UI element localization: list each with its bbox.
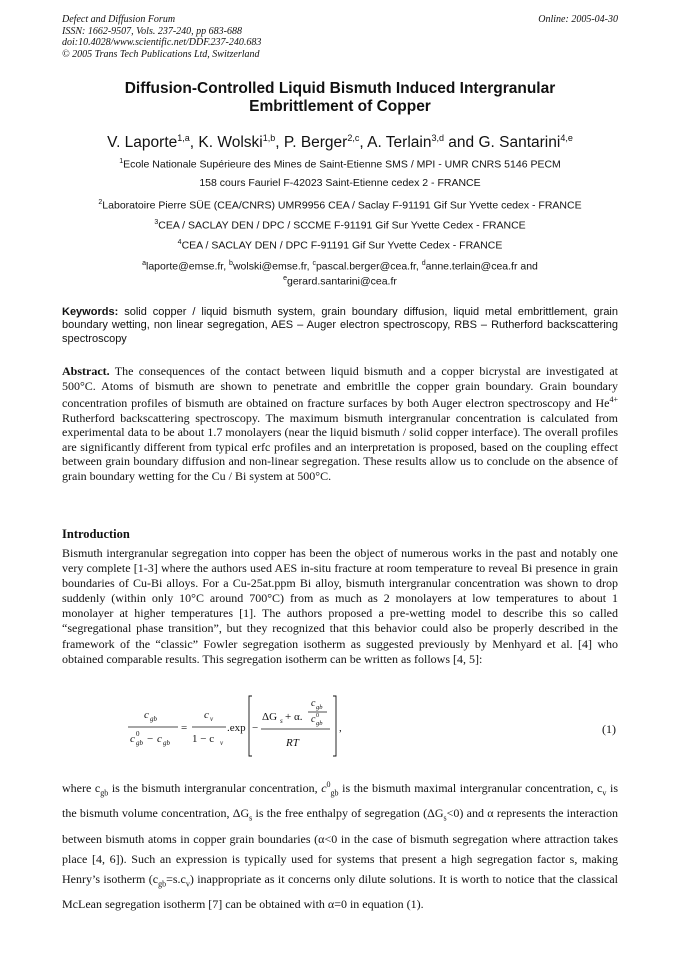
eq-text: ΔG bbox=[262, 711, 278, 723]
eq-text: c bbox=[130, 733, 135, 745]
affiliation-text: 158 cours Fauriel F-42023 Saint-Etienne cedex 2 - FRANCE bbox=[199, 177, 481, 189]
para-text: where c bbox=[62, 781, 101, 795]
math-symbol: c bbox=[321, 781, 327, 795]
para-text: is the free enthalpy of segregation (ΔG bbox=[252, 806, 444, 821]
keywords-text: solid copper / liquid bismuth system, grain boundary diffusion, liquid metal embrittlement, grain boundary wetting, non linear segregation, AES – Auger electron spectroscopy, RBS – Rutherford backscattering spectroscopy bbox=[62, 306, 618, 345]
author-list bbox=[62, 129, 618, 152]
abstract-text: Rutherford backscattering spectroscopy. The maximum bismuth intergranular concentration is calculated from experimental data to be about 1.7 monolayers (near the liquid bismuth / solid copper interface). The overall profiles are significantly different from typical erfc profiles and an interpretation is proposed, based on the coupling effect between grain boundary diffusion and non-linear segregation. These results allow us to conclude on the absence of grain boundary wetting for the Cu / Bi system at 500°C. bbox=[62, 410, 618, 483]
para-text: is the bismuth maximal intergranular concentration, c bbox=[338, 781, 603, 795]
eq-text: 0 bbox=[136, 730, 140, 738]
author-affiliation-mark: 4,e bbox=[560, 133, 573, 143]
email-c: pascal.berger@cea.fr, bbox=[315, 260, 422, 273]
section-heading: Introduction bbox=[62, 527, 130, 541]
email-e: gerard.santarini@cea.fr bbox=[287, 275, 397, 287]
affiliation-text: CEA / SACLAY DEN / DPC F-91191 Gif Sur Yvette Cedex - FRANCE bbox=[181, 239, 503, 252]
subscript: v bbox=[602, 788, 607, 798]
eq-text: gb bbox=[150, 715, 157, 723]
subscript: gb bbox=[158, 879, 167, 889]
eq-text: gb bbox=[163, 739, 170, 747]
para-text: =s.c bbox=[166, 871, 186, 886]
superscript: 0 bbox=[326, 780, 331, 789]
author: K. Wolski bbox=[198, 134, 263, 152]
email-a: laporte@emse.fr, bbox=[146, 260, 230, 273]
affiliation-mark: 4 bbox=[177, 239, 182, 246]
journal-copyright: © 2005 Trans Tech Publications Ltd, Switzerland bbox=[62, 48, 260, 60]
online-date: Online: 2005-04-30 bbox=[538, 14, 618, 25]
author-affiliation-mark: 3,d bbox=[431, 133, 444, 143]
email-b: wolski@emse.fr, bbox=[232, 260, 313, 273]
para-text: is the bismuth intergranular concentration, bbox=[108, 781, 322, 795]
eq-text: c bbox=[144, 709, 149, 721]
author-separator: and bbox=[443, 134, 479, 152]
eq-text: , bbox=[339, 722, 342, 734]
eq-text: .exp bbox=[227, 722, 246, 734]
para-text: is the bismuth volume concentration, ΔG bbox=[62, 781, 618, 821]
author: V. Laporte bbox=[107, 134, 178, 152]
author-separator: , bbox=[189, 134, 199, 152]
eq-text: gb bbox=[136, 739, 143, 747]
para-text: <0) and α represents the interaction between bismuth atoms in copper grain boundaries (α<0 in the case of bismuth segregation where attraction takes place [4, 6]). Such an expression is typically used for systems that present a high segregation factor s, making Henry’s isotherm (c bbox=[62, 806, 618, 886]
affiliation-mark: 1 bbox=[119, 158, 124, 165]
equation bbox=[128, 694, 358, 758]
title-line-2: Embrittlement of Copper bbox=[249, 98, 431, 115]
eq-text: s bbox=[280, 717, 283, 725]
right-bracket bbox=[333, 696, 336, 756]
author-affiliation-mark: 1,b bbox=[262, 133, 276, 143]
eq-text: c bbox=[157, 733, 162, 745]
abstract-label: Abstract. bbox=[62, 364, 110, 378]
email-list: $^a$laporte@emse.fr, $^b$wolski@emse.fr, $^c$pascal.berger@cea.fr, $^d$anne.terlain@cea.fr and $^e$gerard.santarini@cea.fr bbox=[142, 260, 538, 287]
para-text: ) inappropriate as it concerns only dilute solutions. It is worth to notice that the classical McLean segregation isotherm [7] can be obtained with α=0 in equation (1). bbox=[62, 871, 618, 912]
subscript: s bbox=[249, 813, 253, 823]
author-affiliation-mark: 2,c bbox=[347, 133, 360, 143]
affiliation bbox=[62, 177, 618, 189]
affiliation bbox=[62, 217, 618, 232]
affiliation-mark: 3 bbox=[154, 219, 159, 226]
subscript: v bbox=[185, 879, 190, 889]
keywords-label: Keywords: bbox=[62, 306, 119, 318]
eq-text: c bbox=[311, 698, 316, 709]
eq-text: gb bbox=[316, 720, 323, 727]
email-d: anne.terlain@cea.fr and bbox=[425, 260, 538, 273]
eq-text: + α. bbox=[285, 711, 303, 723]
affiliation-text: Ecole Nationale Supérieure des Mines de Saint-Etienne SMS / MPI - UMR CNRS 5146 PECM bbox=[123, 158, 561, 171]
equation-number: (1) bbox=[602, 722, 616, 736]
journal-name: Defect and Diffusion Forum bbox=[62, 14, 176, 25]
intro-paragraph-2 bbox=[62, 775, 618, 914]
author-affiliation-mark: 1,a bbox=[177, 133, 190, 143]
intro-paragraph-1: Bismuth intergranular segregation into copper has been the object of numerous works in the past and notably one very complete [1-3] where the authors used AES in-situ fracture at room temperature to reveal Bi presence in grain boundaries of Cu-Bi alloys. For a Cu-25at.ppm Bi alloy, bismuth intergranular concentration was shown to drop suddenly (within only 10°C around 700°C) from as much as 2 monolayers at low temperatures to about 1 monolayer at higher temperatures [1]. The authors proposed a pre-wetting model to describe this so called “segregational phase transition”, but they recognized that this behavior could also be properly described in the framework of the “classic” Fowler segregation isotherm as suggested previously by Menhyard et al. [4] who obtained comparable results. This segregation isotherm can be written as follows [4, 5]: bbox=[62, 546, 618, 666]
eq-text: RT bbox=[286, 737, 299, 749]
journal-issn: ISSN: 1662-9507, Vols. 237-240, pp 683-688 bbox=[62, 25, 242, 37]
paper-title bbox=[62, 80, 618, 116]
affiliation bbox=[62, 156, 618, 171]
eq-text: − bbox=[252, 722, 259, 734]
abstract-text: The consequences of the contact between liquid bismuth and a copper bicrystal are investigated at 500°C. Atoms of bismuth are shown to penetrate and embritlle the copper grain boundary. Grain boundary concentration profiles of bismuth are obtained on fracture surfaces by both Auger electron spectroscopy and He bbox=[62, 364, 618, 410]
journal-doi: doi:10.4028/www.scientific.net/DDF.237-240.683 bbox=[62, 37, 262, 48]
eq-text: v bbox=[220, 739, 224, 747]
affiliation bbox=[62, 197, 618, 212]
author: G. Santarini bbox=[478, 134, 561, 152]
eq-text: = bbox=[181, 722, 188, 734]
author-separator: , bbox=[275, 134, 284, 152]
affiliation bbox=[62, 237, 618, 252]
keywords bbox=[62, 306, 618, 346]
subscript: s bbox=[443, 813, 447, 823]
title-line-1: Diffusion-Controlled Liquid Bismuth Induced Intergranular bbox=[124, 80, 556, 97]
eq-text: c bbox=[311, 714, 316, 725]
equation-graphic bbox=[128, 694, 358, 758]
abstract bbox=[62, 364, 618, 483]
eq-text: gb bbox=[316, 704, 323, 711]
affiliation-text: CEA / SACLAY DEN / DPC / SCCME F-91191 Gif Sur Yvette Cedex - FRANCE bbox=[158, 219, 526, 232]
subscript: gb bbox=[100, 788, 109, 798]
author-separator: , bbox=[359, 134, 368, 152]
abstract-superscript: 4+ bbox=[609, 395, 618, 404]
eq-text: 1 − c bbox=[192, 733, 215, 745]
author: A. Terlain bbox=[367, 134, 432, 152]
eq-text: v bbox=[210, 715, 214, 723]
affiliation-text: Laboratoire Pierre SÜE (CEA/CNRS) UMR9956 CEA / Saclay F-91191 Gif Sur Yvette cedex - FRANCE bbox=[102, 199, 582, 212]
eq-text: − bbox=[147, 733, 154, 745]
author: P. Berger bbox=[283, 134, 348, 152]
journal-header bbox=[62, 14, 618, 60]
eq-text: 0 bbox=[316, 713, 319, 719]
eq-text: c bbox=[204, 709, 209, 721]
subscript: gb bbox=[330, 788, 339, 798]
affiliation-mark: 2 bbox=[98, 199, 103, 206]
